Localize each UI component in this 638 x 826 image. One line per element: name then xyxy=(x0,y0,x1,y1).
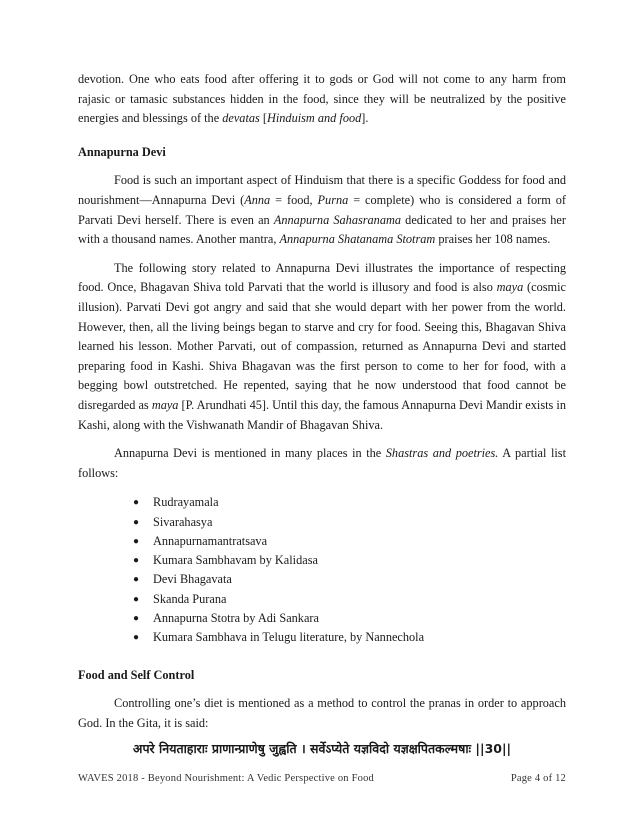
document-page xyxy=(78,70,566,759)
list-item: ● Kumara Sambhavam by Kalidasa xyxy=(133,551,566,570)
paragraph-annapurna-list-intro: Annapurna Devi is mentioned in many places in the Shastras and poetries. A partial list follows: xyxy=(78,446,566,480)
list-item: ● Rudrayamala xyxy=(133,493,566,512)
paragraph-devotion: devotion. One who eats food after offering it to gods or God will not come to any harm from rajasic or tamasic substances hidden in the food, since they will be neutralized by the positive energies and blessings of the devatas [Hinduism and food]. xyxy=(78,72,566,126)
bullet-list-texts xyxy=(78,493,566,647)
list-item: ● Annapurnamantratsava xyxy=(133,532,566,551)
paragraph-self-control: Controlling one’s diet is mentioned as a method to control the pranas in order to approach God. In the Gita, it is said: xyxy=(78,696,566,730)
footer-page-number: Page 4 of 12 xyxy=(510,773,566,784)
footer-title: WAVES 2018 - Beyond Nourishment: A Vedic Perspective on Food xyxy=(78,773,374,784)
list-item: ● Annapurna Stotra by Adi Sankara xyxy=(133,609,566,628)
paragraph-annapurna-story: The following story related to Annapurna Devi illustrates the importance of respecting food. Once, Bhagavan Shiva told Parvati that the world is illusory and food is also maya (cosmic illusion). Parvati Devi got angry and said that she would depart with her power from the world. However, then, all the living beings began to starve and cry for food. Seeing this, Bhagavan Shiva learned his lesson. Mother Parvati, out of compassion, returned as Annapurna Devi and started preparing food in Kashi. Shiva Bhagavan was the first person to come to her for food, with a begging bowl outstretched. He repented, saying that he now understood that food cannot be disregarded as maya [P. Arundhati 45]. Until this day, the famous Annapurna Devi Mandir exists in Kashi, along with the Vishwanath Mandir of Bhagavan Shiva. xyxy=(78,260,566,432)
list-item: ● Skanda Purana xyxy=(133,590,566,609)
list-item: ● Sivarahasya xyxy=(133,513,566,532)
list-item: ● Kumara Sambhava in Telugu literature, by Nannechola xyxy=(133,628,566,647)
heading-food-self-control: Food and Self Control xyxy=(78,667,195,682)
sanskrit-verse: अपरे नियताहाराः प्राणान्प्राणेषु जुह्वति । सर्वेऽप्येते यज्ञविदो यज्ञक्षपितकल्मषाः ||30|| xyxy=(132,741,512,757)
list-item: ● Devi Bhagavata xyxy=(133,570,566,589)
paragraph-annapurna-intro: Food is such an important aspect of Hinduism that there is a specific Goddess for food and nourishment—Annapurna Devi (Anna = food, Purna = complete) who is considered a form of Parvati Devi herself. There is even an Annapurna Sahasranama dedicated to her and praises her with a thousand names. Another mantra, Annapurna Shatanama Stotram praises her 108 names. xyxy=(78,173,566,247)
page-footer xyxy=(78,773,566,784)
heading-annapurna-devi: Annapurna Devi xyxy=(78,144,166,159)
